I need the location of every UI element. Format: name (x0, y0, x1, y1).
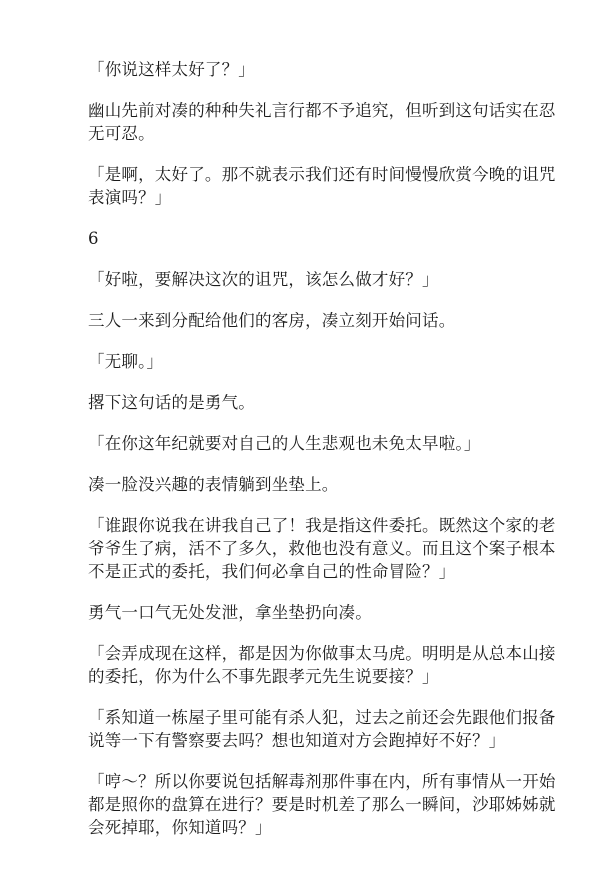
section-number: 6 (88, 229, 99, 248)
paragraph-14: 「系知道一栋屋子里可能有杀人犯，过去之前还会先跟他们报备说等一下有警察要去吗？想也知道对方会跑掉好不好？」 (88, 708, 556, 750)
paragraph-9: 「在你这年纪就要对自己的人生悲观也未免太早啦。」 (88, 434, 481, 453)
paragraph-2: 幽山先前对凑的种种失礼言行都不予追究，但听到这句话实在忍无可忍。 (88, 101, 556, 143)
paragraph-6: 三人一来到分配给他们的客房，凑立刻开始问话。 (88, 311, 456, 330)
paragraph-8: 撂下这句话的是勇气。 (88, 393, 255, 412)
paragraph-15: 「哼～？所以你要说包括解毒剂那件事在内，所有事情从一开始都是照你的盘算在进行？要是时机差了那么一瞬间，沙耶姊姊就会死掉耶，你知道吗？」 (88, 772, 556, 837)
paragraph-12: 勇气一口气无处发泄，拿坐垫扔向凑。 (88, 603, 372, 622)
text-body (88, 58, 558, 855)
paragraph-5: 「好啦，要解决这次的诅咒，该怎么做才好？」 (88, 270, 439, 289)
paragraph-1: 「你说这样太好了？」 (88, 60, 255, 79)
paragraph-3: 「是啊，太好了。那不就表示我们还有时间慢慢欣赏今晚的诅咒表演吗？」 (88, 165, 556, 207)
paragraph-10: 凑一脸没兴趣的表情躺到坐垫上。 (88, 475, 339, 494)
paragraph-13: 「会弄成现在这样，都是因为你做事太马虎。明明是从总本山接的委托，你为什么不事先跟孝元先生说要接？」 (88, 644, 556, 686)
paragraph-11: 「谁跟你说我在讲我自己了！我是指这件委托。既然这个家的老爷爷生了病，活不了多久，救他也没有意义。而且这个案子根本不是正式的委托，我们何必拿自己的性命冒险？」 (88, 516, 556, 581)
paragraph-7: 「无聊。」 (88, 352, 164, 371)
